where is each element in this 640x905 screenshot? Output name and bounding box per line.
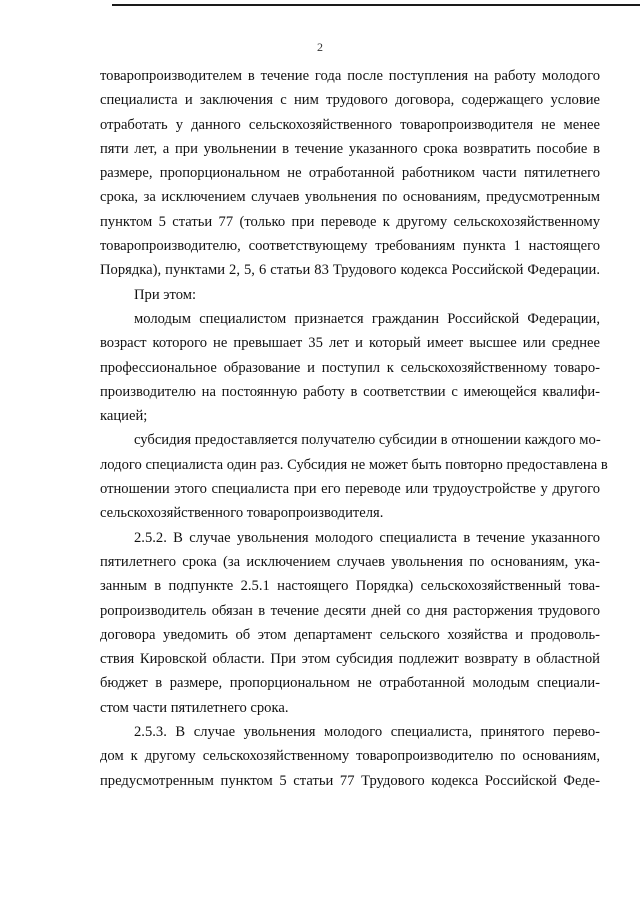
paragraph-subsidy-once [100,428,608,525]
text-line: договора уведомить об этом департамент сельского хозяйства и продоволь- [100,626,600,643]
text-line: производителю на постоянную работу в соответствии с имеющейся квалифи- [100,383,600,400]
text-line: размере, пропорциональном не отработанной работником части пятилетнего [100,165,600,182]
text-line: специалиста и заключения с ним трудового договора, содержащего условие [100,92,600,109]
text-line: пятилетнего срока (за исключением случаев увольнения по основаниям, ука- [100,553,600,570]
text-line: возраст которого не превышает 35 лет и который имеет высшее или среднее [100,335,600,352]
text-line: ропроизводитель обязан в течение десяти дней со дня расторжения трудового [100,602,600,619]
text-line: стом части пятилетнего срока. [100,699,289,716]
paragraph-continuation [100,64,600,283]
text-line: субсидия предоставляется получателю субсидии в отношении каждого мо- [134,432,601,449]
text-line: срока, за исключением случаев увольнения по основаниям, предусмотренным [100,189,600,206]
text-line: ствия Кировской области. При этом субсидия подлежит возврату в областной [100,651,600,668]
text-line: пунктом 5 статьи 77 (только при переводе к другому сельскохозяйственному [100,213,600,230]
text-line: профессиональное образование и поступил к сельскохозяйственному товаро- [100,359,600,376]
document-body [100,64,608,793]
text-line: 2.5.3. В случае увольнения молодого специалиста, принятого перево- [134,724,600,741]
paragraph-2-5-2 [100,526,600,720]
text-line: отношении этого специалиста при его переводе или трудоустройстве у другого [100,481,600,498]
paragraph-definition-specialist [100,307,600,428]
text-line: Порядка), пунктами 2, 5, 6 статьи 83 Трудового кодекса Российской Федерации. [100,262,600,279]
text-line: дом к другому сельскохозяйственному товаропроизводителю по основаниям, [100,748,600,765]
text-line: пяти лет, а при увольнении в течение указанного срока возвратить пособие в [100,140,600,157]
paragraph-2-5-3 [100,720,600,793]
page-number: 2 [317,40,323,54]
text-line: 2.5.2. В случае увольнения молодого специалиста в течение указанного [134,529,600,546]
text-line: товаропроизводителем в течение года после поступления на работу молодого [100,68,600,84]
text-line: занным в подпункте 2.5.1 настоящего Порядка) сельскохозяйственный това- [100,578,600,595]
text-line: сельскохозяйственного товаропроизводителя. [100,505,384,522]
text-line: товаропроизводителю, соответствующему требованиям пункта 1 настоящего [100,238,600,255]
text-line: бюджет в размере, пропорциональном не отработанной молодым специали- [100,675,600,692]
text-line: предусмотренным пунктом 5 статьи 77 Трудового кодекса Российской Феде- [100,772,600,789]
top-border-line [112,4,640,6]
text-line: кацией; [100,408,148,425]
text-line: лодого специалиста один раз. Субсидия не может быть повторно предоставлена в [100,456,608,473]
paragraph-intro [100,283,600,307]
text-line: молодым специалистом признается гражданин Российской Федерации, [134,310,600,327]
text-line: отработать у данного сельскохозяйственного товаропроизводителя не менее [100,116,600,133]
text-line: При этом: [134,286,197,303]
